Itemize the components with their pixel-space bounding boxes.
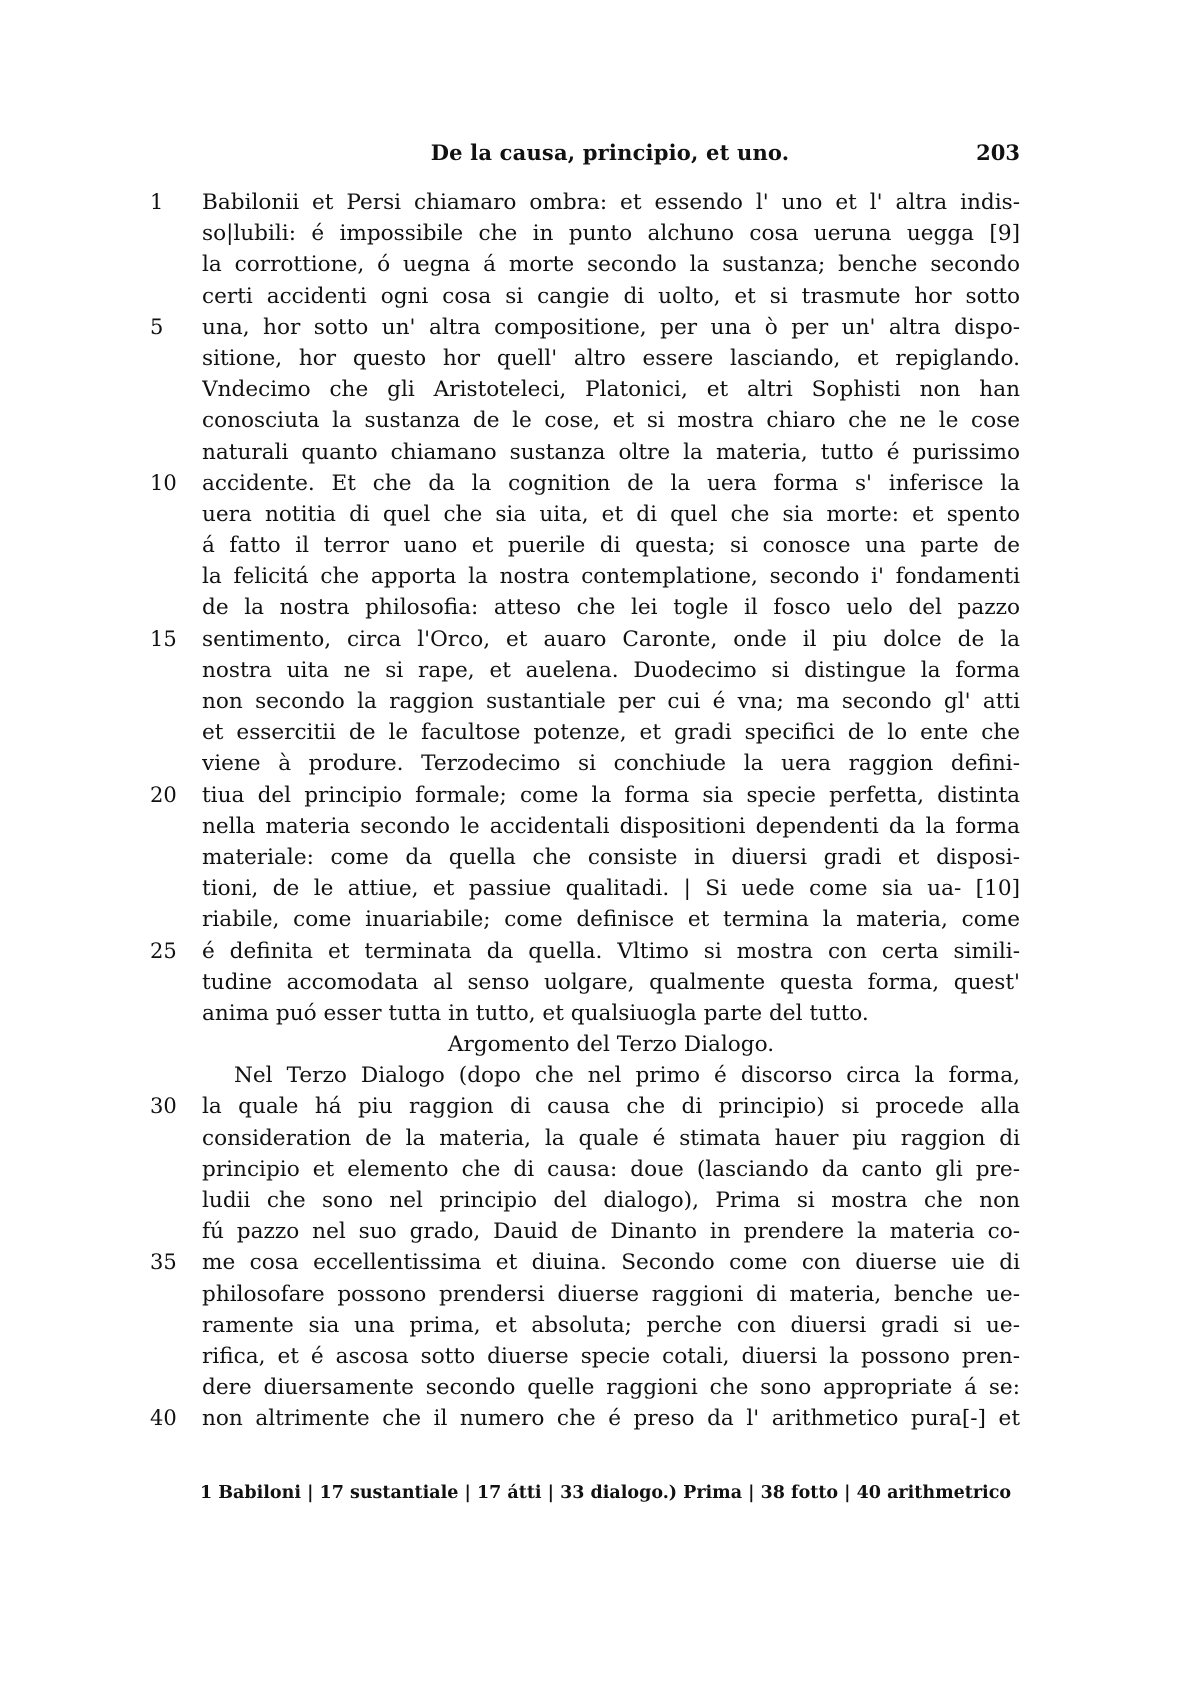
text-line [150,312,1030,343]
line-text: nostra uita ne si rape, et auelena. Duodecimo si distingue la forma [202,657,1020,683]
line-number: 1 [150,190,164,214]
line-number: 25 [150,938,177,963]
running-title: De la causa, principio, et uno. [430,140,790,165]
text-line [150,437,1030,468]
text-line [150,1279,1030,1310]
line-text: ludii che sono nel principio del dialogo), Prima si mostra che non [202,1188,1020,1213]
text-line [150,780,1030,811]
text-line [150,1216,1030,1247]
page-number: 203 [976,140,1020,165]
text-line [150,374,1030,405]
line-text: consideration de la materia, la quale é stimata hauer piu raggion di [202,1125,1020,1151]
text-line [150,748,1030,779]
text-line [150,1123,1030,1154]
text-line [150,281,1030,312]
line-text: me cosa eccellentissima et diuina. Secondo come con diuerse uie di [202,1250,1020,1276]
footnote: 1 Babiloni | 17 sustantiale | 17 átti | 33 dialogo.) Prima | 38 fotto | 40 arithmetrico [200,1483,1012,1503]
text-line [150,561,1030,592]
line-text: sentimento, circa l'Orco, et auaro Caronte, onde il piu dolce de la [202,626,1020,652]
text-line [150,249,1030,280]
section-heading: Argomento del Terzo Dialogo. [447,1032,775,1058]
line-text: é definita et terminata da quella. Vltimo si mostra con certa simili- [202,938,1020,964]
text-line [150,1029,1030,1060]
line-number: 15 [150,626,177,651]
line-text: non secondo la raggion sustantiale per cui é vna; ma secondo gl' atti [202,689,1020,714]
line-text: nella materia secondo le accidentali dispositioni dependenti da la forma [202,813,1020,839]
text-line [150,530,1030,561]
text-line [150,936,1030,967]
line-text: Babilonii et Persi chiamaro ombra: et essendo l' uno et l' altra indis- [202,190,1020,215]
line-text: rifica, et é ascosa sotto diuerse specie cotali, diuersi la possono pren- [202,1343,1020,1369]
line-text: la felicitá che apporta la nostra contemplatione, secondo i' fondamenti [202,564,1020,590]
line-text: á fatto il terror uano et puerile di questa; si conosce una parte de [202,533,1020,559]
line-text: materiale: come da quella che consiste in diuersi gradi et disposi- [202,844,1020,870]
line-number: 20 [150,782,177,807]
line-number: 35 [150,1250,177,1275]
line-text: principio et elemento che di causa: doue (lasciando da canto gli pre- [202,1156,1020,1182]
text-line [150,1060,1030,1091]
text-line [150,873,1030,904]
text-body [150,187,1030,1435]
line-text: dere diuersamente secondo quelle raggioni che sono appropriate á se: [202,1375,1020,1401]
line-text: conosciuta la sustanza de le cose, et si mostra chiaro che ne le cose [202,408,1020,434]
text-line [150,717,1030,748]
text-line [150,1091,1030,1122]
line-text: tudine accomodata al senso uolgare, qualmente questa forma, quest' [202,969,1020,995]
text-line [150,187,1030,218]
text-line [150,592,1030,623]
page-header [200,140,1020,174]
line-text: tiua del principio formale; come la forma sia specie perfetta, distinta [202,782,1020,808]
line-text: uera notitia di quel che sia uita, et di quel che sia morte: et spento [202,501,1020,527]
line-number: 5 [150,314,164,339]
text-line [150,405,1030,436]
line-text: Nel Terzo Dialogo (dopo che nel primo é discorso circa la forma, [234,1063,1020,1089]
line-text: accidente. Et che da la cognition de la uera forma s' inferisce la [202,470,1020,496]
text-line [150,842,1030,873]
text-line [150,1372,1030,1403]
text-line [150,811,1030,842]
text-line [150,998,1030,1029]
text-line [150,1310,1030,1341]
text-line [150,1154,1030,1185]
text-line [150,343,1030,374]
line-text: non altrimente che il numero che é preso da l' arithmetico pura[-] et [202,1406,1020,1432]
line-text: Vndecimo che gli Aristoteleci, Platonici, et altri Sophisti non han [202,377,1020,403]
text-line [150,904,1030,935]
line-text: de la nostra philosofia: atteso che lei togle il fosco uelo del pazzo [202,595,1020,621]
line-text: sitione, hor questo hor quell' altro essere lasciando, et repiglando. [202,345,1020,371]
line-text: tioni, de le attiue, et passiue qualitadi. | Si uede come sia ua- [10] [202,876,1020,902]
text-line [150,1185,1030,1216]
line-text: philosofare possono prendersi diuerse raggioni di materia, benche ue- [202,1281,1020,1307]
text-line [150,624,1030,655]
line-text: certi accidenti ogni cosa si cangie di uolto, et si trasmute hor sotto [202,283,1020,309]
line-text: so|lubili: é impossibile che in punto alchuno cosa ueruna uegga [9] [202,221,1020,247]
line-text: fú pazzo nel suo grado, Dauid de Dinanto in prendere la materia co- [202,1219,1020,1245]
line-text: riabile, come inuariabile; come definisce et termina la materia, come [202,907,1020,933]
line-text: la quale há piu raggion di causa che di principio) si procede alla [202,1094,1020,1120]
line-text: ramente sia una prima, et absoluta; perche con diuersi gradi si ue- [202,1312,1020,1338]
text-line [150,1403,1030,1434]
text-line [150,1247,1030,1278]
text-line [150,499,1030,530]
text-line [150,655,1030,686]
line-number: 40 [150,1406,177,1431]
line-text: et essercitii de le facultose potenze, et gradi specifici de lo ente che [202,720,1020,746]
line-text: anima puó esser tutta in tutto, et qualsiuogla parte del tutto. [202,1000,869,1026]
text-line [150,686,1030,717]
text-line [150,218,1030,249]
text-line [150,468,1030,499]
line-number: 30 [150,1094,177,1119]
line-text: naturali quanto chiamano sustanza oltre la materia, tutto é purissimo [202,439,1020,465]
line-text: la corrottione, ó uegna á morte secondo la sustanza; benche secondo [202,252,1020,278]
line-text: una, hor sotto un' altra compositione, per una ò per un' altra dispo- [202,314,1020,340]
line-text: viene à produre. Terzodecimo si conchiude la uera raggion defini- [202,751,1020,777]
text-line [150,967,1030,998]
line-number: 10 [150,470,177,495]
text-line [150,1341,1030,1372]
